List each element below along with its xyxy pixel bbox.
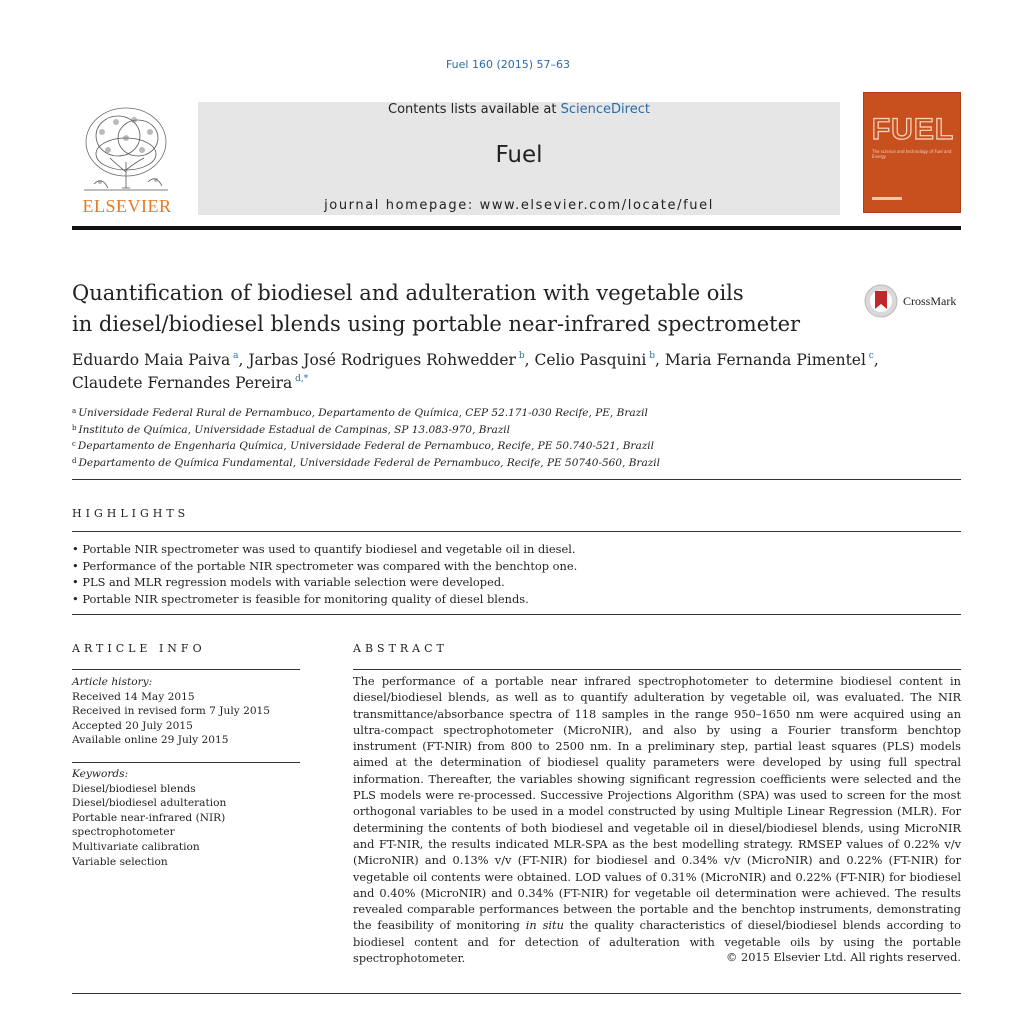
highlight-item: • PLS and MLR regression models with variable selection were developed. [72, 574, 961, 591]
journal-citation[interactable]: Fuel 160 (2015) 57–63 [445, 58, 571, 71]
affiliation-text: Instituto de Química, Universidade Estadual de Campinas, SP 13.083-970, Brazil [78, 423, 510, 436]
highlights-list [72, 541, 961, 607]
keyword-item[interactable]: Diesel/biodiesel blends [72, 782, 196, 795]
article-info-heading: ARTICLE INFO [72, 642, 206, 655]
author-name[interactable]: Claudete Fernandes Pereira [72, 374, 293, 392]
elsevier-wordmark: ELSEVIER [82, 196, 172, 216]
history-item: Received 14 May 2015 [72, 690, 195, 703]
crossmark-label[interactable]: CrossMark [903, 294, 957, 308]
cover-decoration [872, 197, 902, 200]
author-affiliation-mark[interactable]: a [233, 351, 239, 361]
history-item: Available online 29 July 2015 [72, 734, 229, 747]
divider [72, 993, 961, 994]
affiliation-item [72, 421, 961, 438]
article-title [72, 278, 852, 340]
divider [72, 479, 961, 480]
affiliations [72, 404, 961, 470]
header-divider [72, 226, 961, 230]
divider [72, 762, 300, 763]
author-name[interactable]: Celio Pasquini [534, 351, 647, 369]
keyword-item[interactable]: spectrophotometer [72, 826, 175, 839]
author-list [72, 349, 961, 395]
crossmark-icon[interactable] [863, 283, 903, 319]
cover-subtitle: The science and technology of Fuel and Energy [872, 149, 952, 159]
author-separator: , [873, 351, 879, 369]
affiliation-text: Departamento de Engenharia Química, Universidade Federal de Pernambuco, Recife, PE 50.740-521, Brazil [77, 440, 654, 453]
sciencedirect-link[interactable]: ScienceDirect [560, 102, 650, 117]
affiliation-mark: c [72, 440, 76, 449]
author-affiliation-mark[interactable]: b [649, 351, 656, 361]
affiliation-mark: d [72, 456, 77, 465]
affiliation-text: Universidade Federal Rural de Pernambuco, Departamento de Química, CEP 52.171-030 Recife, PE, Brazil [78, 407, 648, 419]
contents-available-line [198, 102, 840, 117]
journal-name: Fuel [495, 142, 543, 168]
author-name[interactable]: Maria Fernanda Pimentel [664, 351, 866, 369]
history-label: Article history: [72, 676, 153, 688]
keywords [72, 767, 300, 869]
keyword-item[interactable]: Portable near-infrared (NIR) [72, 811, 226, 824]
history-item: Accepted 20 July 2015 [72, 719, 193, 732]
highlight-item: • Performance of the portable NIR spectrometer was compared with the benchtop one. [72, 558, 961, 575]
copyright-notice: © 2015 Elsevier Ltd. All rights reserved. [726, 950, 961, 964]
cover-title: FUEL [871, 113, 955, 146]
divider [72, 669, 300, 670]
affiliation-text: Departamento de Química Fundamental, Universidade Federal de Pernambuco, Recife, PE 50740-560, Brazil [78, 456, 660, 469]
article-title-line-2: in diesel/biodiesel blends using portable near-infrared spectrometer [72, 312, 801, 336]
abstract-text-part: the quality characteristics of diesel/biodiesel blends according to biodiesel content and for detection of adulteration with vegetable oils by using the portable spectrophotometer. [353, 918, 961, 966]
highlights-heading: HIGHLIGHTS [72, 507, 190, 520]
journal-homepage[interactable]: journal homepage: www.elsevier.com/locate/fuel [324, 198, 714, 213]
keywords-label: Keywords: [72, 768, 129, 780]
affiliation-item [72, 404, 961, 421]
author-name[interactable]: Eduardo Maia Paiva [72, 351, 231, 369]
divider [72, 531, 961, 532]
divider [353, 669, 961, 670]
author-separator: , [524, 351, 535, 369]
affiliation-mark: b [72, 423, 77, 432]
abstract-body [353, 673, 961, 966]
highlight-item: • Portable NIR spectrometer was used to quantify biodiesel and vegetable oil in diesel. [72, 541, 961, 558]
author-affiliation-mark[interactable]: d,* [295, 374, 309, 384]
history-item: Received in revised form 7 July 2015 [72, 705, 271, 718]
article-info [72, 675, 300, 748]
author-name[interactable]: Jarbas José Rodrigues Rohwedder [248, 351, 516, 369]
affiliation-mark: a [72, 407, 77, 415]
affiliation-item [72, 437, 961, 454]
journal-cover-thumbnail [863, 92, 961, 213]
author-separator: , [238, 351, 249, 369]
abstract-text-part: The performance of a portable near infrared spectrophotometer to determine biodiesel content in diesel/biodiesel blends, as well as to quantify adulteration by vegetable oil, was evaluated. The NIR transmittance/absorbance spectra of 118 samples in the range 950–1650 nm were acquired using an ultra-compact spectrophotometer (MicroNIR), and also by using a Fourier transform benchtop instrument (FT-NIR) from 800 to 2500 nm. In a preliminary step, partial least squares (PLS) models aimed at the determination of biodiesel quality parameters were developed by using full spectral information. Thereafter, the variables showing significant regression coefficients were selected and the PLS models were re-processed. Successive Projections Algorithm (SPA) was used to screen for the most orthogonal variables to be used in a model constructed by using Multiple Linear Regression (MLR). For determining the contents of both biodiesel and vegetable oil in diesel/biodiesel blends, using MicroNIR and FT-NIR, the results indicated MLR-SPA as the best modelling strategy. RMSEP values of 0.22% v/v (MicroNIR) and 0.13% v/v (FT-NIR) for biodiesel and 0.34% v/v (MicroNIR) and 0.22% (FT-NIR) for vegetable oil contents were obtained. LOD values of 0.31% (MicroNIR) and 0.22% (FT-NIR) for biodiesel and 0.40% (MicroNIR) and 0.34% (FT-NIR) for vegetable oil determination were achieved. The results revealed comparable performances between the portable and the benchtop instruments, demonstrating the feasibility of monitoring [353, 674, 961, 933]
affiliation-item [72, 454, 961, 471]
highlight-item: • Portable NIR spectrometer is feasible for monitoring quality of diesel blends. [72, 591, 961, 608]
author-affiliation-mark[interactable]: b [518, 351, 525, 361]
keyword-item[interactable]: Variable selection [72, 855, 168, 868]
abstract-heading: ABSTRACT [353, 642, 448, 655]
author-separator: , [655, 351, 665, 369]
contents-prefix: Contents lists available at [388, 102, 561, 117]
keyword-item[interactable]: Diesel/biodiesel adulteration [72, 797, 227, 810]
article-title-line-1: Quantification of biodiesel and adulteration with vegetable oils [72, 281, 744, 305]
abstract-italic-term: in situ [525, 918, 564, 933]
author-affiliation-mark[interactable]: c [868, 351, 874, 361]
divider [72, 614, 961, 615]
keyword-item[interactable]: Multivariate calibration [72, 840, 200, 853]
